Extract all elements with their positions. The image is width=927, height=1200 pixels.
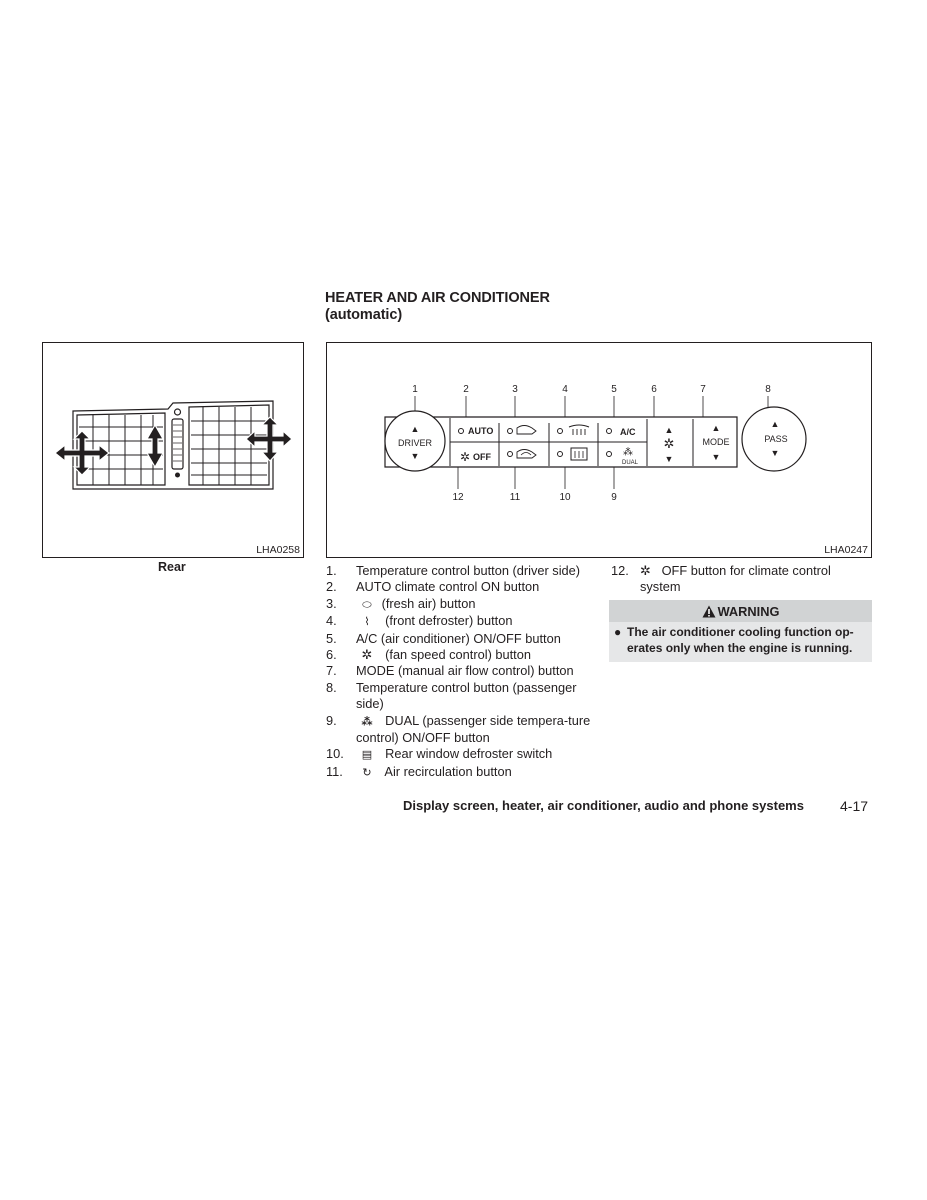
pass-label: PASS	[764, 434, 788, 444]
callout-3: 3	[512, 384, 518, 395]
svg-text:▼: ▼	[770, 448, 780, 458]
dual-icon: ⁂	[361, 715, 373, 728]
control-panel-figure	[326, 342, 872, 558]
svg-text:▲: ▲	[664, 425, 674, 435]
page-number: 4-17	[840, 798, 869, 814]
list-item: 8. Temperature control button (passenger side)	[326, 679, 577, 712]
list-item: 2. AUTO climate control ON button	[326, 579, 540, 595]
fan-icon: ✲	[361, 647, 373, 663]
ac-label: A/C	[620, 427, 636, 437]
mode-label: MODE	[702, 437, 730, 447]
fan-icon: ✲	[640, 563, 651, 578]
fresh-air-icon: ⬭	[362, 598, 372, 611]
warning-triangle-icon	[702, 605, 716, 618]
recirculation-icon: ↻	[362, 766, 372, 779]
rear-defroster-icon: ▤	[361, 749, 373, 762]
heading-line-1: HEATER AND AIR CONDITIONER	[325, 290, 550, 306]
callout-2: 2	[463, 384, 469, 395]
front-defroster-icon: ⌇	[364, 616, 370, 629]
callout-12: 12	[452, 492, 464, 503]
warning-text: The air conditioner cooling function op-erates only when the engine is running.	[627, 625, 854, 655]
svg-text:▼: ▼	[664, 454, 674, 464]
svg-text:▼: ▼	[410, 451, 420, 461]
list-item: 4. ⌇ (front defroster) button	[326, 613, 596, 630]
callout-1: 1	[412, 384, 418, 395]
bullet-icon: ●	[614, 625, 622, 639]
svg-text:▲: ▲	[410, 424, 420, 434]
svg-text:⁂: ⁂	[623, 447, 633, 458]
list-item: 1. Temperature control button (driver side)	[326, 563, 581, 578]
callout-9: 9	[611, 492, 617, 503]
list-item: 5. A/C (air conditioner) ON/OFF button	[326, 630, 561, 646]
list-item: 6. ✲ (fan speed control) button	[326, 647, 531, 663]
svg-text:▲: ▲	[770, 419, 780, 429]
section-heading	[325, 290, 550, 324]
callout-10: 10	[559, 492, 571, 503]
callout-6: 6	[651, 384, 657, 395]
auto-label: AUTO	[468, 426, 494, 436]
dual-label: DUAL	[621, 460, 639, 466]
warning-title: WARNING	[717, 603, 780, 619]
control-panel-illustration	[327, 343, 871, 557]
figure-caption-rear: Rear	[158, 560, 186, 574]
svg-text:✲: ✲	[663, 436, 675, 451]
list-item: 7. MODE (manual air flow control) button	[326, 663, 574, 679]
callout-5: 5	[611, 384, 617, 395]
list-item: 11. ↻ Air recirculation button	[326, 764, 596, 781]
heading-line-2: (automatic)	[325, 307, 403, 323]
list-item-12: 12. ✲ OFF button for climate control system	[611, 563, 831, 595]
callout-11: 11	[509, 492, 521, 503]
figure-code-right: LHA0247	[824, 544, 868, 556]
figure-code-left: LHA0258	[256, 544, 300, 556]
button-list	[326, 563, 596, 781]
callout-8: 8	[765, 384, 771, 395]
footer-title: Display screen, heater, air conditioner, audio and phone systems	[403, 798, 804, 813]
callout-7: 7	[700, 384, 706, 395]
warning-header	[609, 600, 872, 622]
driver-label: DRIVER	[397, 438, 433, 448]
rear-vent-figure	[42, 342, 304, 558]
warning-body	[609, 622, 872, 662]
rear-vent-illustration	[43, 343, 303, 557]
svg-text:▼: ▼	[711, 452, 721, 462]
list-item: 3. ⬭ (fresh air) button	[326, 596, 596, 613]
list-item: 10. ▤ Rear window defroster switch	[326, 746, 596, 763]
off-label: OFF	[473, 452, 491, 462]
warning-box	[609, 600, 872, 662]
callout-4: 4	[562, 384, 568, 395]
svg-text:▲: ▲	[711, 423, 721, 433]
list-item: 9. ⁂ DUAL (passenger side tempera-ture control) ON/OFF button	[326, 712, 591, 746]
svg-text:✲: ✲	[460, 450, 471, 464]
